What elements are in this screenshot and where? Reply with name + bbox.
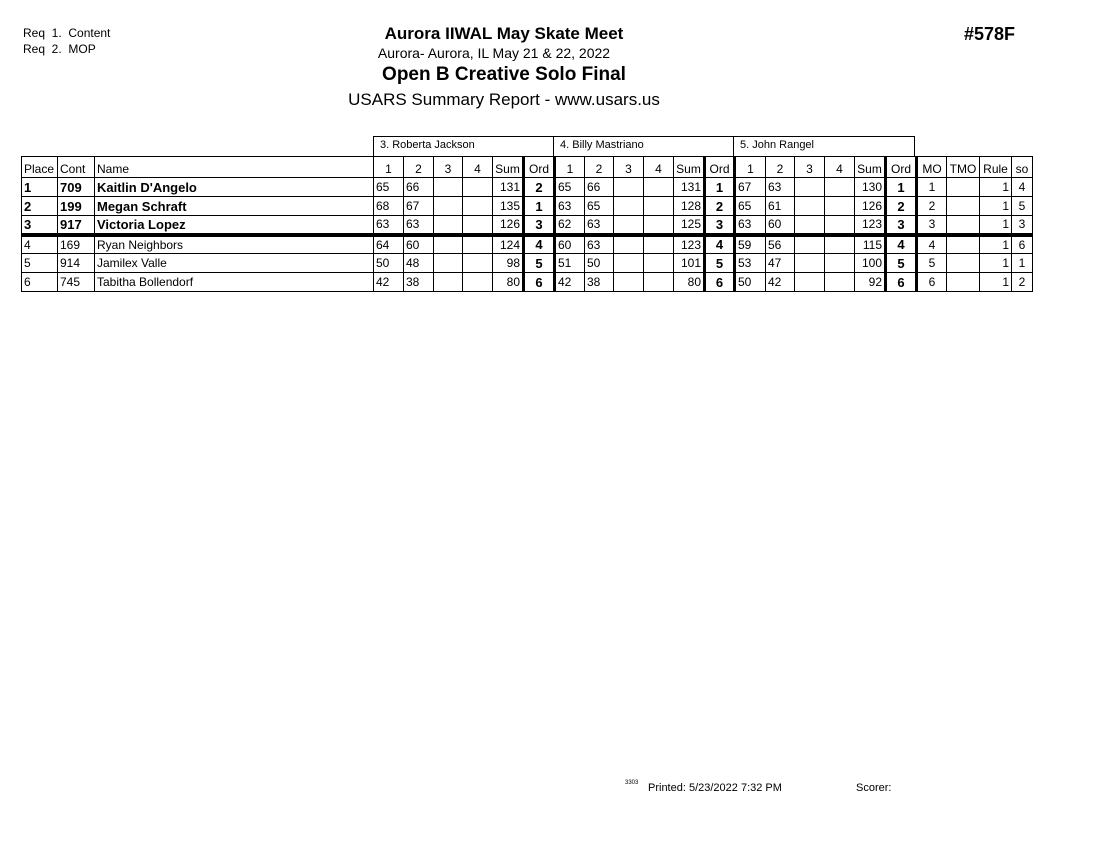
table-row	[22, 197, 1033, 216]
col-j2-score1: 1	[555, 157, 585, 178]
ordinal-cell: 4	[705, 235, 735, 254]
score-3-cell	[434, 254, 463, 273]
col-j3-ord: Ord	[886, 157, 917, 178]
score-4-cell	[825, 273, 855, 292]
sum-cell: 125	[674, 216, 705, 235]
mo-cell: 1	[917, 178, 947, 197]
sum-cell: 92	[855, 273, 886, 292]
so-cell: 2	[1012, 273, 1033, 292]
place-cell: 4	[22, 235, 58, 254]
score-2-cell: 50	[585, 254, 614, 273]
score-3-cell	[795, 197, 825, 216]
sum-cell: 124	[493, 235, 524, 254]
table-row	[22, 178, 1033, 197]
contestant-number-cell: 917	[58, 216, 95, 235]
col-j1-score4: 4	[463, 157, 493, 178]
so-cell: 4	[1012, 178, 1033, 197]
score-3-cell	[614, 216, 644, 235]
ordinal-cell: 1	[886, 178, 917, 197]
col-rule: Rule	[980, 157, 1012, 178]
judge-name-1: 3. Roberta Jackson	[373, 136, 554, 156]
table-row	[22, 216, 1033, 235]
score-4-cell	[644, 216, 674, 235]
score-4-cell	[825, 235, 855, 254]
col-j3-score2: 2	[766, 157, 795, 178]
col-j3-score3: 3	[795, 157, 825, 178]
score-1-cell: 62	[555, 216, 585, 235]
score-1-cell: 68	[374, 197, 404, 216]
ordinal-cell: 1	[524, 197, 555, 216]
sum-cell: 98	[493, 254, 524, 273]
contestant-number-cell: 169	[58, 235, 95, 254]
requirement-1: Req 1. Content	[23, 26, 111, 40]
score-4-cell	[825, 254, 855, 273]
score-4-cell	[463, 235, 493, 254]
judge-name-3: 5. John Rangel	[734, 136, 915, 156]
score-1-cell: 65	[735, 197, 766, 216]
sum-cell: 131	[674, 178, 705, 197]
ordinal-cell: 4	[524, 235, 555, 254]
table-row	[22, 254, 1033, 273]
mo-cell: 2	[917, 197, 947, 216]
sum-cell: 126	[493, 216, 524, 235]
tmo-cell	[947, 178, 980, 197]
ordinal-cell: 5	[886, 254, 917, 273]
judge-name-2: 4. Billy Mastriano	[554, 136, 734, 156]
printed-timestamp: Printed: 5/23/2022 7:32 PM	[648, 782, 782, 794]
score-1-cell: 67	[735, 178, 766, 197]
score-1-cell: 60	[555, 235, 585, 254]
rule-cell: 1	[980, 216, 1012, 235]
place-cell: 1	[22, 178, 58, 197]
col-cont: Cont	[58, 157, 95, 178]
score-4-cell	[463, 216, 493, 235]
score-2-cell: 47	[766, 254, 795, 273]
score-3-cell	[434, 197, 463, 216]
sum-cell: 115	[855, 235, 886, 254]
ordinal-cell: 2	[886, 197, 917, 216]
score-3-cell	[614, 235, 644, 254]
tmo-cell	[947, 254, 980, 273]
report-title: USARS Summary Report - www.usars.us	[348, 90, 660, 109]
skater-name-cell: Kaitlin D'Angelo	[95, 178, 374, 197]
score-1-cell: 42	[555, 273, 585, 292]
ordinal-cell: 3	[524, 216, 555, 235]
sum-cell: 123	[674, 235, 705, 254]
ordinal-cell: 1	[705, 178, 735, 197]
score-3-cell	[434, 178, 463, 197]
ordinal-cell: 3	[705, 216, 735, 235]
rule-cell: 1	[980, 254, 1012, 273]
mo-cell: 4	[917, 235, 947, 254]
score-3-cell	[795, 178, 825, 197]
col-so: so	[1012, 157, 1033, 178]
col-tmo: TMO	[947, 157, 980, 178]
score-3-cell	[795, 216, 825, 235]
score-4-cell	[644, 273, 674, 292]
score-4-cell	[644, 197, 674, 216]
col-j3-score4: 4	[825, 157, 855, 178]
col-j3-score1: 1	[735, 157, 766, 178]
score-2-cell: 38	[585, 273, 614, 292]
score-2-cell: 63	[585, 235, 614, 254]
score-3-cell	[795, 235, 825, 254]
score-1-cell: 50	[374, 254, 404, 273]
score-3-cell	[614, 273, 644, 292]
rule-cell: 1	[980, 235, 1012, 254]
skater-name-cell: Megan Schraft	[95, 197, 374, 216]
score-1-cell: 63	[374, 216, 404, 235]
ordinal-cell: 4	[886, 235, 917, 254]
sum-cell: 123	[855, 216, 886, 235]
column-header-row	[22, 157, 1033, 178]
results-table	[21, 156, 1033, 292]
score-2-cell: 60	[404, 235, 434, 254]
scorer-label: Scorer:	[856, 782, 892, 794]
sum-cell: 128	[674, 197, 705, 216]
score-2-cell: 67	[404, 197, 434, 216]
score-1-cell: 64	[374, 235, 404, 254]
mo-cell: 3	[917, 216, 947, 235]
score-3-cell	[614, 254, 644, 273]
score-4-cell	[825, 216, 855, 235]
sum-cell: 80	[674, 273, 705, 292]
score-1-cell: 63	[555, 197, 585, 216]
score-4-cell	[644, 235, 674, 254]
score-1-cell: 65	[555, 178, 585, 197]
sum-cell: 80	[493, 273, 524, 292]
score-4-cell	[463, 178, 493, 197]
tmo-cell	[947, 273, 980, 292]
score-3-cell	[434, 273, 463, 292]
score-2-cell: 48	[404, 254, 434, 273]
score-3-cell	[434, 235, 463, 254]
sum-cell: 135	[493, 197, 524, 216]
col-mo: MO	[917, 157, 947, 178]
score-1-cell: 50	[735, 273, 766, 292]
ordinal-cell: 2	[524, 178, 555, 197]
rule-cell: 1	[980, 178, 1012, 197]
score-4-cell	[463, 273, 493, 292]
ordinal-cell: 6	[705, 273, 735, 292]
score-3-cell	[795, 254, 825, 273]
score-3-cell	[795, 273, 825, 292]
score-2-cell: 66	[404, 178, 434, 197]
score-1-cell: 65	[374, 178, 404, 197]
mo-cell: 5	[917, 254, 947, 273]
col-j2-ord: Ord	[705, 157, 735, 178]
table-row	[22, 235, 1033, 254]
score-1-cell: 42	[374, 273, 404, 292]
requirement-2: Req 2. MOP	[23, 42, 96, 56]
contestant-number-cell: 199	[58, 197, 95, 216]
score-4-cell	[463, 254, 493, 273]
score-2-cell: 63	[585, 216, 614, 235]
ordinal-cell: 6	[886, 273, 917, 292]
sum-cell: 100	[855, 254, 886, 273]
judge-header-row	[373, 136, 915, 156]
ordinal-cell: 6	[524, 273, 555, 292]
score-1-cell: 51	[555, 254, 585, 273]
contestant-number-cell: 709	[58, 178, 95, 197]
event-number: #578F	[964, 24, 1016, 44]
col-j3-sum: Sum	[855, 157, 886, 178]
place-cell: 3	[22, 216, 58, 235]
sum-cell: 126	[855, 197, 886, 216]
score-2-cell: 65	[585, 197, 614, 216]
contestant-number-cell: 745	[58, 273, 95, 292]
contestant-number-cell: 914	[58, 254, 95, 273]
place-cell: 2	[22, 197, 58, 216]
rule-cell: 1	[980, 273, 1012, 292]
event-title: Open B Creative Solo Final	[382, 64, 626, 85]
tmo-cell	[947, 216, 980, 235]
col-j1-ord: Ord	[524, 157, 555, 178]
score-2-cell: 63	[404, 216, 434, 235]
so-cell: 6	[1012, 235, 1033, 254]
score-2-cell: 60	[766, 216, 795, 235]
sum-cell: 130	[855, 178, 886, 197]
footer-mark: 3303	[625, 780, 639, 786]
score-4-cell	[825, 197, 855, 216]
col-name: Name	[95, 157, 374, 178]
mo-cell: 6	[917, 273, 947, 292]
score-2-cell: 38	[404, 273, 434, 292]
sum-cell: 101	[674, 254, 705, 273]
skater-name-cell: Tabitha Bollendorf	[95, 273, 374, 292]
so-cell: 1	[1012, 254, 1033, 273]
tmo-cell	[947, 235, 980, 254]
rule-cell: 1	[980, 197, 1012, 216]
col-j2-sum: Sum	[674, 157, 705, 178]
ordinal-cell: 5	[705, 254, 735, 273]
col-j1-score2: 2	[404, 157, 434, 178]
sum-cell: 131	[493, 178, 524, 197]
score-4-cell	[644, 254, 674, 273]
score-1-cell: 59	[735, 235, 766, 254]
place-cell: 6	[22, 273, 58, 292]
score-3-cell	[434, 216, 463, 235]
col-j2-score2: 2	[585, 157, 614, 178]
score-2-cell: 61	[766, 197, 795, 216]
col-j1-score3: 3	[434, 157, 463, 178]
tmo-cell	[947, 197, 980, 216]
score-1-cell: 63	[735, 216, 766, 235]
score-4-cell	[825, 178, 855, 197]
col-j1-score1: 1	[374, 157, 404, 178]
score-2-cell: 42	[766, 273, 795, 292]
score-1-cell: 53	[735, 254, 766, 273]
ordinal-cell: 2	[705, 197, 735, 216]
col-j1-sum: Sum	[493, 157, 524, 178]
meet-title: Aurora IIWAL May Skate Meet	[384, 24, 624, 43]
location-dates: Aurora- Aurora, IL May 21 & 22, 2022	[377, 45, 611, 61]
ordinal-cell: 5	[524, 254, 555, 273]
score-2-cell: 66	[585, 178, 614, 197]
skater-name-cell: Ryan Neighbors	[95, 235, 374, 254]
so-cell: 3	[1012, 216, 1033, 235]
score-2-cell: 56	[766, 235, 795, 254]
score-2-cell: 63	[766, 178, 795, 197]
score-4-cell	[644, 178, 674, 197]
skater-name-cell: Jamilex Valle	[95, 254, 374, 273]
col-j2-score3: 3	[614, 157, 644, 178]
col-place: Place	[22, 157, 58, 178]
score-3-cell	[614, 197, 644, 216]
score-4-cell	[463, 197, 493, 216]
skater-name-cell: Victoria Lopez	[95, 216, 374, 235]
ordinal-cell: 3	[886, 216, 917, 235]
so-cell: 5	[1012, 197, 1033, 216]
place-cell: 5	[22, 254, 58, 273]
col-j2-score4: 4	[644, 157, 674, 178]
score-3-cell	[614, 178, 644, 197]
table-row	[22, 273, 1033, 292]
